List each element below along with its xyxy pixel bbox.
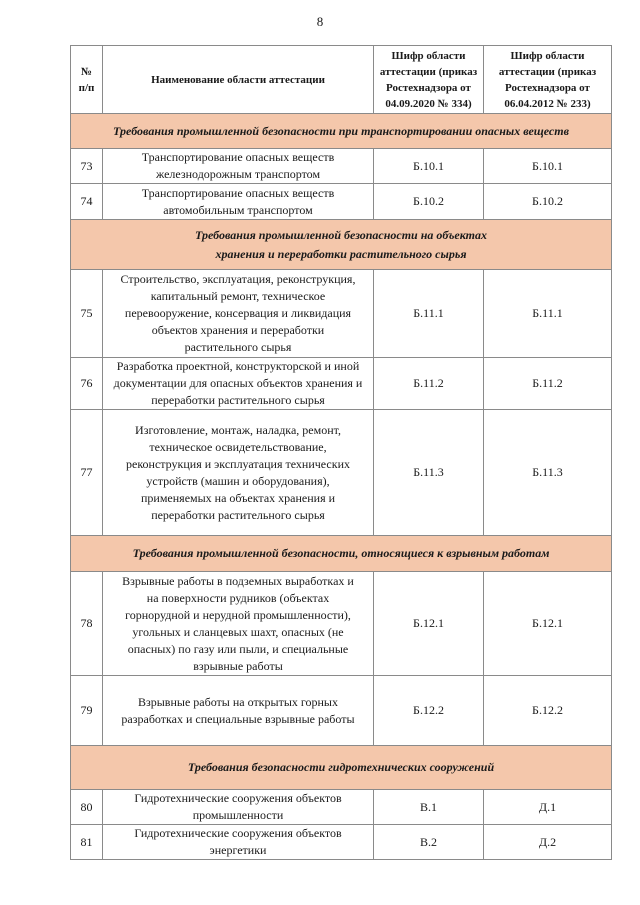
table-row	[71, 825, 612, 860]
header-code-2012: Шифр области аттестации (приказ Ростехнадзора от 06.04.2012 № 233)	[484, 46, 612, 114]
row-code-2020: Б.10.2	[374, 184, 484, 220]
row-code-2012: Д.2	[484, 825, 612, 860]
row-num: 74	[71, 184, 103, 220]
section-row	[71, 220, 612, 270]
section-title: Требования промышленной безопасности на объектах хранения и переработки растительного сырья	[71, 220, 612, 270]
row-num: 77	[71, 410, 103, 536]
row-num: 80	[71, 790, 103, 825]
row-name: Гидротехнические сооружения объектов энергетики	[103, 825, 374, 860]
row-name: Разработка проектной, конструкторской и иной документации для опасных объектов хранения и переработки растительного сырья	[103, 358, 374, 410]
table-row	[71, 676, 612, 746]
attestation-table	[70, 45, 612, 860]
row-num: 76	[71, 358, 103, 410]
row-code-2020: В.1	[374, 790, 484, 825]
table-row	[71, 358, 612, 410]
table-row	[71, 149, 612, 184]
row-code-2012: Б.12.2	[484, 676, 612, 746]
section-title: Требования промышленной безопасности, относящиеся к взрывным работам	[71, 536, 612, 572]
row-code-2012: Б.10.2	[484, 184, 612, 220]
row-num: 75	[71, 270, 103, 358]
row-name: Транспортирование опасных веществ автомобильным транспортом	[103, 184, 374, 220]
row-code-2012: Б.10.1	[484, 149, 612, 184]
row-name: Гидротехнические сооружения объектов промышленности	[103, 790, 374, 825]
row-code-2020: В.2	[374, 825, 484, 860]
row-num: 79	[71, 676, 103, 746]
header-code-2020: Шифр области аттестации (приказ Ростехнадзора от 04.09.2020 № 334)	[374, 46, 484, 114]
section-row	[71, 746, 612, 790]
row-code-2020: Б.12.2	[374, 676, 484, 746]
table-row	[71, 572, 612, 676]
row-code-2020: Б.10.1	[374, 149, 484, 184]
row-name: Транспортирование опасных веществ железнодорожным транспортом	[103, 149, 374, 184]
section-title: Требования промышленной безопасности при транспортировании опасных веществ	[71, 114, 612, 149]
table-header-row	[71, 46, 612, 114]
row-name: Изготовление, монтаж, наладка, ремонт, техническое освидетельствование, реконструкция и эксплуатация технических устройств (машин и оборудования), применяемых на объектах хранения и переработки растительного сырья	[103, 410, 374, 536]
row-code-2020: Б.11.1	[374, 270, 484, 358]
table-row	[71, 790, 612, 825]
row-code-2012: Б.11.1	[484, 270, 612, 358]
page-number: 8	[316, 14, 324, 29]
section-row	[71, 536, 612, 572]
row-num: 78	[71, 572, 103, 676]
row-name: Строительство, эксплуатация, реконструкция, капитальный ремонт, техническое перевооружение, консервация и ликвидация объектов хранения и переработки растительного сырья	[103, 270, 374, 358]
row-code-2020: Б.12.1	[374, 572, 484, 676]
row-num: 81	[71, 825, 103, 860]
table-row	[71, 410, 612, 536]
row-code-2012: Б.11.2	[484, 358, 612, 410]
row-code-2020: Б.11.3	[374, 410, 484, 536]
row-code-2020: Б.11.2	[374, 358, 484, 410]
row-code-2012: Б.12.1	[484, 572, 612, 676]
section-row	[71, 114, 612, 149]
table-row	[71, 270, 612, 358]
row-name: Взрывные работы в подземных выработках и на поверхности рудников (объектах горнорудной и нерудной промышленности), угольных и сланцевых шахт, опасных (не опасных) по газу или пыли, и специальные взрывные работы	[103, 572, 374, 676]
header-name: Наименование области аттестации	[103, 46, 374, 114]
table-row	[71, 184, 612, 220]
row-name: Взрывные работы на открытых горных разработках и специальные взрывные работы	[103, 676, 374, 746]
row-code-2012: Д.1	[484, 790, 612, 825]
section-title: Требования безопасности гидротехнических сооружений	[71, 746, 612, 790]
row-code-2012: Б.11.3	[484, 410, 612, 536]
row-num: 73	[71, 149, 103, 184]
header-num: № п/п	[71, 46, 103, 114]
